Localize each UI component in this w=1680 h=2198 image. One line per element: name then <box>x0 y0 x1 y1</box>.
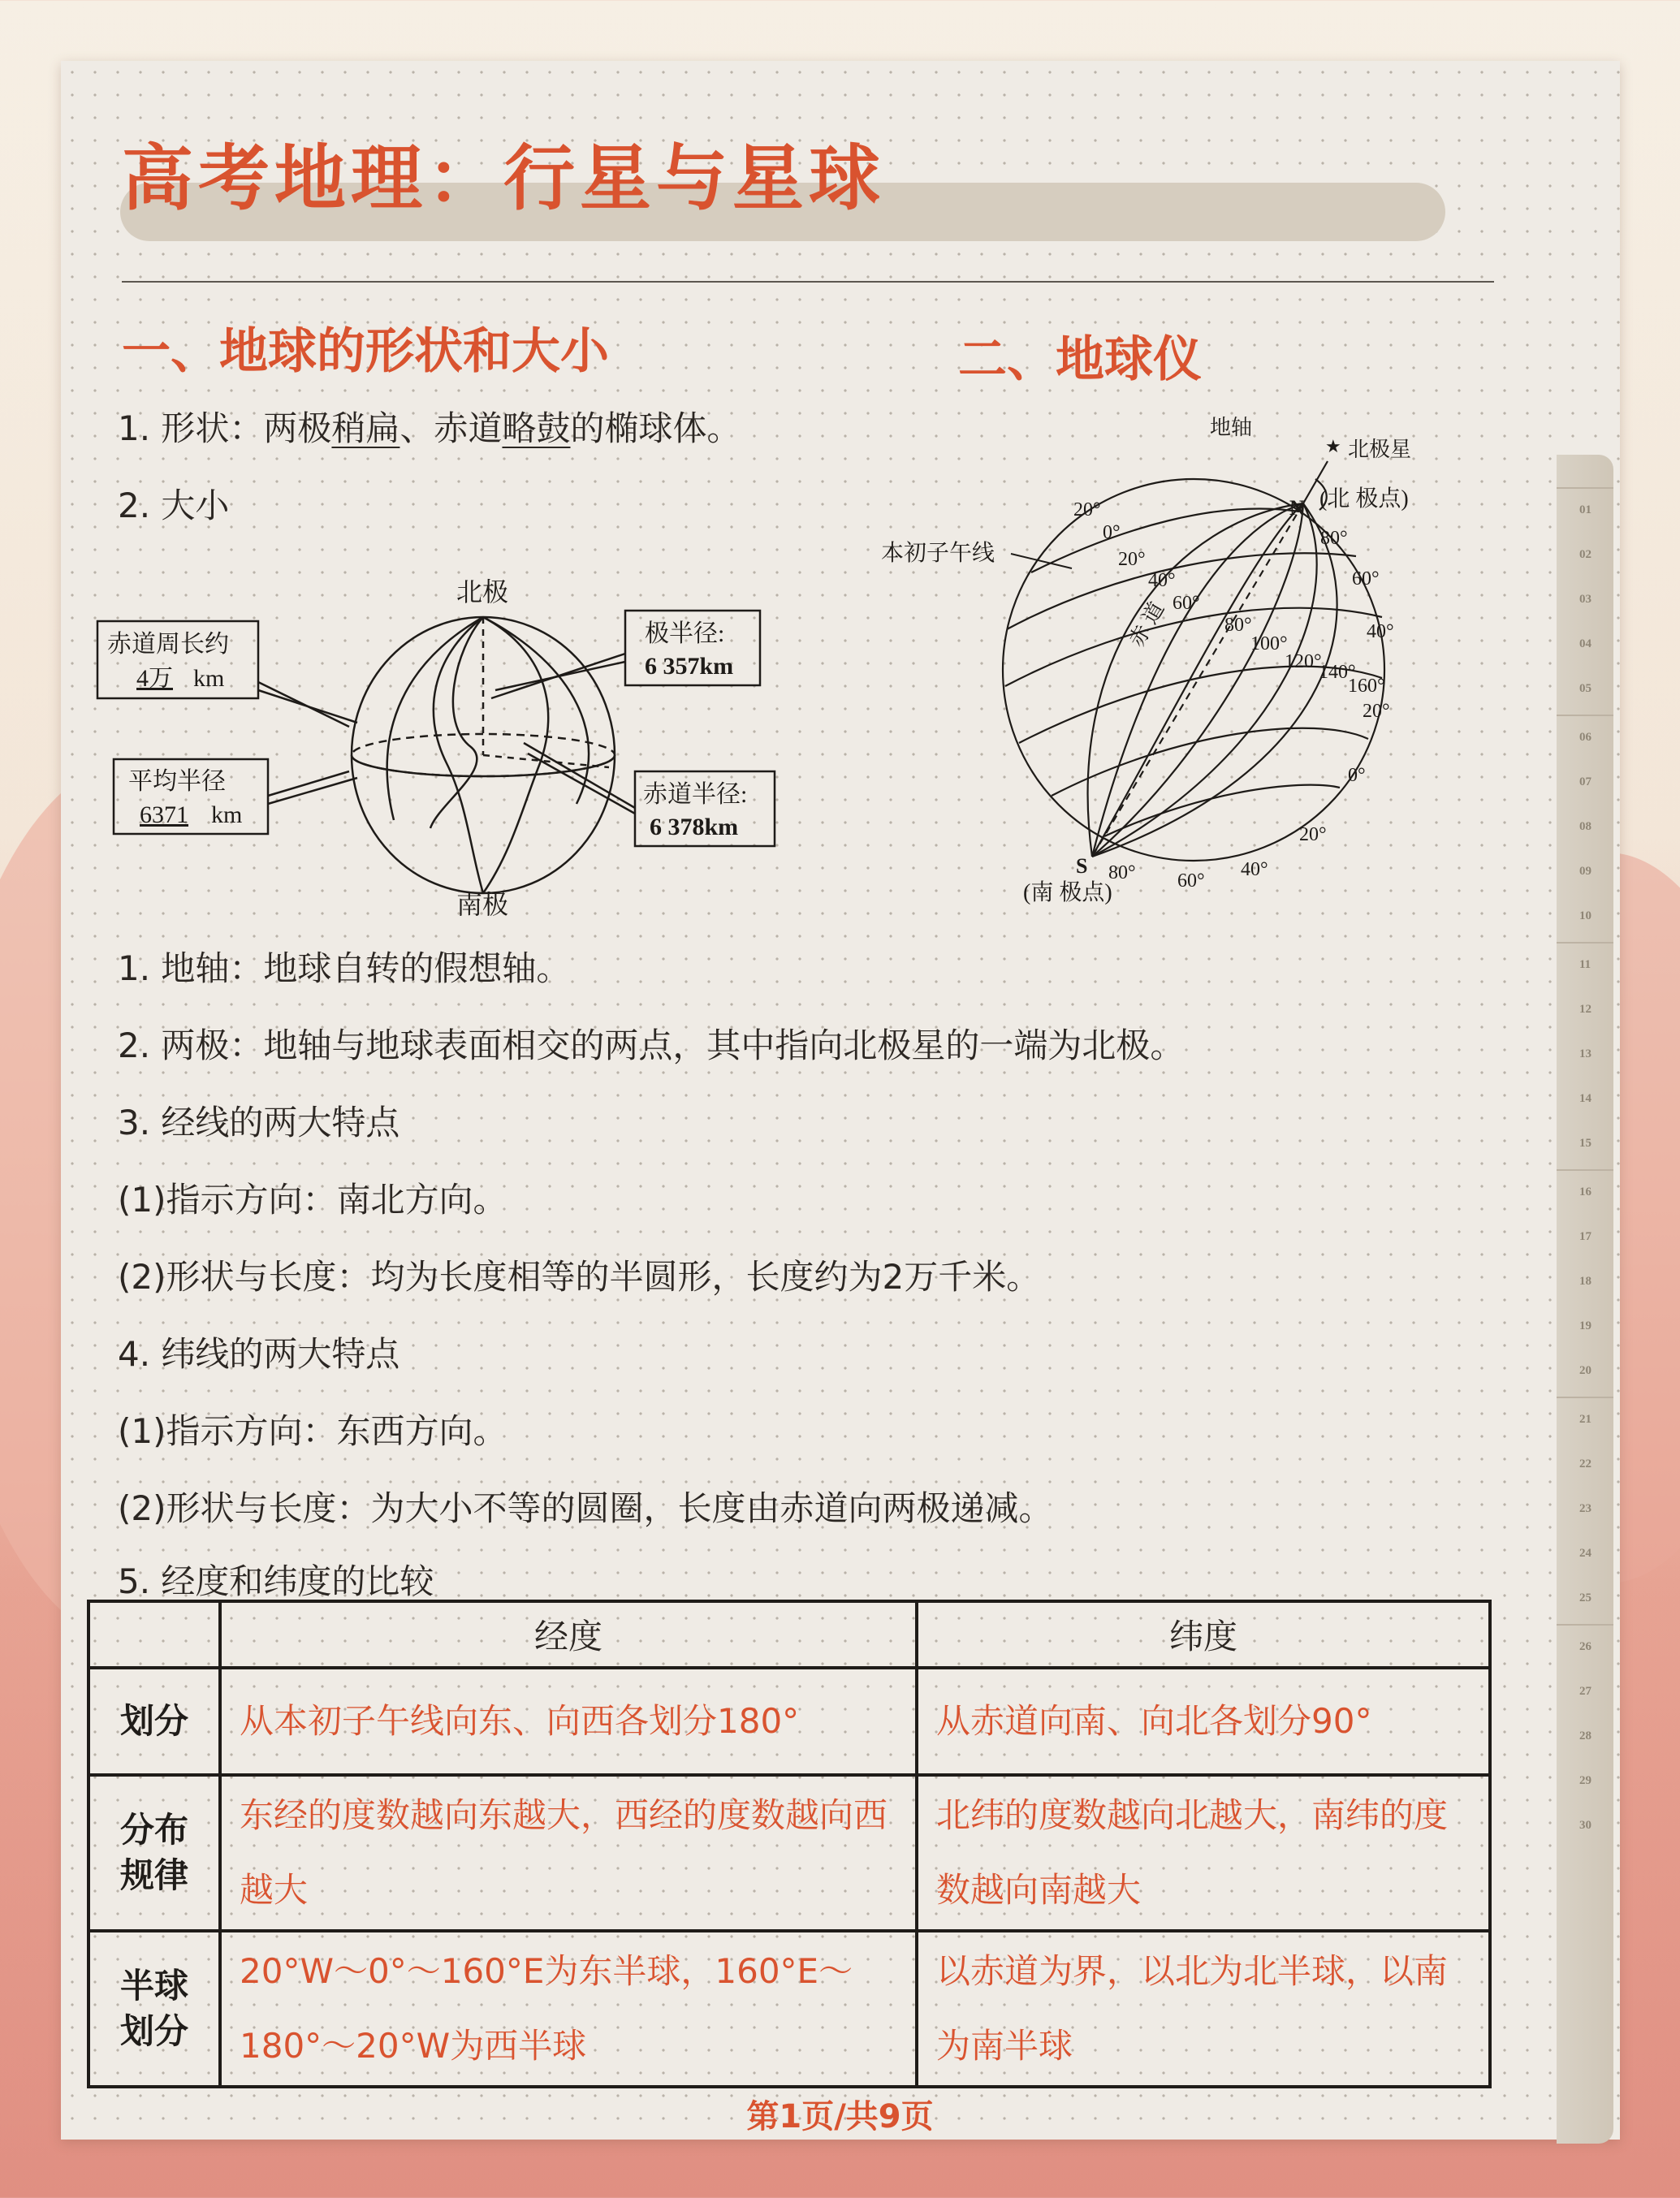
table-row <box>89 1775 1490 1931</box>
polaris-label: 北极星 <box>1348 438 1412 461</box>
svg-text:20°: 20° <box>1299 824 1327 845</box>
tab-number: 16 <box>1579 1185 1591 1198</box>
svg-text:80°: 80° <box>1224 615 1252 636</box>
section-heading-globe: 二、地球仪 <box>958 331 1202 388</box>
page-title: 高考地理：行星与星球 <box>122 136 886 220</box>
south-pole-label: 南极 <box>456 890 509 918</box>
tab-number: 30 <box>1579 1819 1591 1832</box>
svg-text:20°: 20° <box>1118 549 1146 570</box>
tab-number: 06 <box>1579 731 1591 744</box>
mean-radius-value: 6371 <box>140 801 188 828</box>
tab-number: 12 <box>1579 1003 1591 1016</box>
row-label: 划分 <box>89 1668 220 1775</box>
svg-text:80°: 80° <box>1320 528 1348 549</box>
page-index-tabs <box>1557 455 1613 2144</box>
svg-text:60°: 60° <box>1177 870 1205 892</box>
svg-text:100°: 100° <box>1250 633 1288 654</box>
equator-circumference-label: 赤道周长约 <box>107 631 229 658</box>
svg-text:0°: 0° <box>1348 765 1366 786</box>
globe-diagram <box>877 406 1462 909</box>
equatorial-radius-value: 6 378km <box>650 814 739 840</box>
tab-number: 08 <box>1579 820 1591 833</box>
tab-number: 23 <box>1579 1502 1591 1515</box>
tab-number: 29 <box>1579 1774 1591 1787</box>
polar-radius-value: 6 357km <box>645 653 734 680</box>
south-marker: S <box>1076 854 1088 878</box>
shape-line: 1. 形状：两极稍扁、赤道略鼓的椭球体。 <box>118 408 741 448</box>
tab-number: 07 <box>1579 775 1591 788</box>
section-heading-shape-size: 一、地球的形状和大小 <box>122 323 609 380</box>
body-line-poles: 2. 两极：地轴与地球表面相交的两点，其中指向北极星的一端为北极。 <box>118 1026 1185 1065</box>
svg-text:60°: 60° <box>1173 593 1200 614</box>
body-line-meridian-direction: (1)指示方向：南北方向。 <box>118 1180 507 1220</box>
svg-text:0°: 0° <box>1103 522 1121 543</box>
tab-number: 26 <box>1579 1640 1591 1653</box>
tab-number: 28 <box>1579 1729 1591 1742</box>
page-footer: 第1页/共9页 <box>746 2098 934 2135</box>
row-label: 半球 划分 <box>89 1931 220 2087</box>
tab-number: 18 <box>1579 1275 1591 1288</box>
tab-number: 14 <box>1579 1092 1591 1105</box>
tab-number: 25 <box>1579 1591 1591 1604</box>
svg-text:120°: 120° <box>1285 651 1322 672</box>
tab-number: 21 <box>1579 1413 1591 1426</box>
body-line-meridian-heading: 3. 经线的两大特点 <box>118 1103 400 1142</box>
tab-number: 27 <box>1579 1685 1591 1698</box>
title-divider <box>122 281 1494 283</box>
lon-cell: 东经的度数越向东越大，西经的度数越向西越大 <box>220 1775 917 1931</box>
tab-number: 01 <box>1579 503 1591 516</box>
table-row <box>89 1931 1490 2087</box>
svg-text:80°: 80° <box>1108 862 1136 883</box>
equator-label: 赤 道 <box>1125 598 1169 651</box>
size-line: 2. 大小 <box>118 486 230 525</box>
row-label: 分布 规律 <box>89 1775 220 1931</box>
body-line-parallel-heading: 4. 纬线的两大特点 <box>118 1334 400 1374</box>
north-pole-label: 北极 <box>456 577 509 607</box>
lon-cell: 20°W～0°～160°E为东半球，160°E～180°～20°W为西半球 <box>220 1931 917 2087</box>
tab-number: 20 <box>1579 1364 1591 1377</box>
polaris-star: ★ <box>1325 436 1341 456</box>
body-line-parallel-shape: (2)形状与长度：为大小不等的圆圈，长度由赤道向两极递减。 <box>118 1488 1053 1528</box>
tab-number: 03 <box>1579 593 1591 606</box>
table-header-cell: 纬度 <box>917 1601 1490 1668</box>
tab-number: 19 <box>1579 1319 1591 1332</box>
tab-number: 11 <box>1579 958 1591 971</box>
lat-cell: 北纬的度数越向北越大，南纬的度数越向南越大 <box>917 1775 1490 1931</box>
tab-number: 17 <box>1579 1230 1591 1243</box>
svg-text:40°: 40° <box>1241 859 1268 880</box>
globe-axis-label: 地轴 <box>1210 416 1253 439</box>
polar-radius-label: 极半径: <box>645 620 725 647</box>
tab-number: 10 <box>1579 909 1591 922</box>
equatorial-radius-label: 赤道半径: <box>643 781 748 808</box>
tab-number: 15 <box>1579 1137 1591 1150</box>
tab-number: 13 <box>1579 1047 1591 1060</box>
tab-number: 02 <box>1579 548 1591 561</box>
table-header-cell: 经度 <box>220 1601 917 1668</box>
svg-text:40°: 40° <box>1367 621 1394 642</box>
table-row <box>89 1668 1490 1775</box>
svg-text:40°: 40° <box>1148 570 1176 591</box>
svg-text:20°: 20° <box>1073 499 1101 520</box>
body-line-meridian-shape: (2)形状与长度：均为长度相等的半圆形，长度约为2万千米。 <box>118 1257 1041 1297</box>
table-header-row <box>89 1601 1490 1668</box>
south-pole-note: (南 极点) <box>1023 880 1112 905</box>
svg-text:60°: 60° <box>1352 568 1380 589</box>
north-marker: N <box>1289 496 1305 520</box>
svg-text:20°: 20° <box>1363 701 1390 722</box>
north-pole-note: (北 极点) <box>1319 486 1409 512</box>
body-line-parallel-direction: (1)指示方向：东西方向。 <box>118 1411 507 1451</box>
tab-number: 24 <box>1579 1547 1591 1560</box>
lat-cell: 以赤道为界，以北为北半球，以南为南半球 <box>917 1931 1490 2087</box>
equator-circumference-value: 4万 <box>136 665 173 692</box>
table-header-cell <box>89 1601 220 1668</box>
equator-circumference-unit: km <box>193 665 225 692</box>
svg-text:160°: 160° <box>1348 676 1385 697</box>
mean-radius-label: 平均半径 <box>128 768 226 795</box>
tab-number: 22 <box>1579 1457 1591 1470</box>
tab-number: 09 <box>1579 865 1591 878</box>
tab-number: 05 <box>1579 682 1591 695</box>
lon-lat-comparison-table <box>87 1600 1492 2088</box>
body-line-comparison-heading: 5. 经度和纬度的比较 <box>118 1561 434 1601</box>
earth-size-diagram <box>89 560 804 918</box>
lon-cell: 从本初子午线向东、向西各划分180° <box>220 1668 917 1775</box>
lat-cell: 从赤道向南、向北各划分90° <box>917 1668 1490 1775</box>
body-line-axis: 1. 地轴：地球自转的假想轴。 <box>118 948 571 988</box>
svg-text:140°: 140° <box>1319 662 1356 683</box>
tab-number: 04 <box>1579 637 1591 650</box>
prime-meridian-label: 本初子午线 <box>881 541 995 566</box>
mean-radius-unit: km <box>211 801 243 828</box>
